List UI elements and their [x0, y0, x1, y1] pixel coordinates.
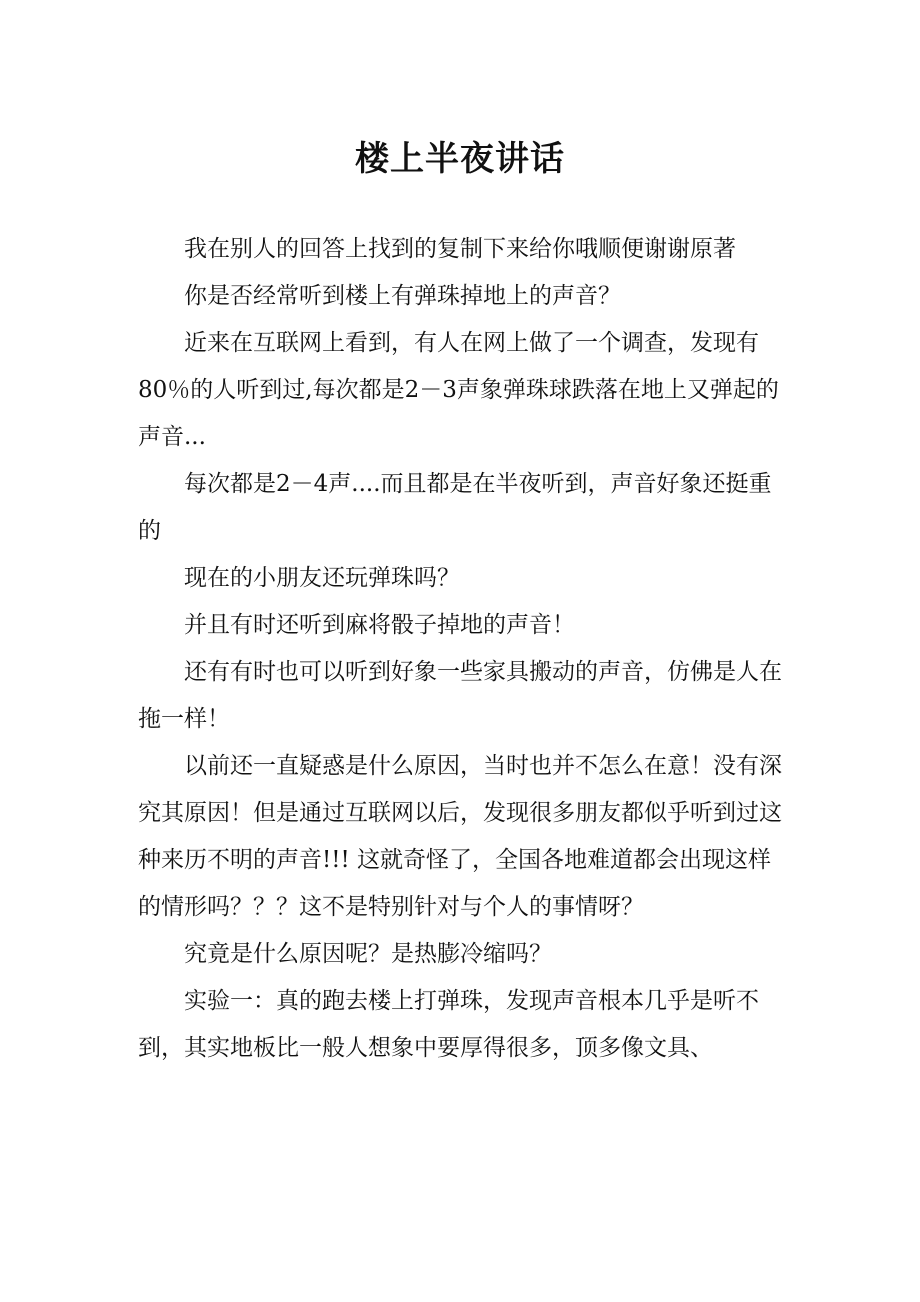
document-title: 楼上半夜讲话: [355, 138, 565, 179]
paragraph: 究竟是什么原因呢？是热膨冷缩吗？: [184, 941, 552, 967]
paragraph: 并且有时还听到麻将骰子掉地的声音！: [184, 612, 575, 638]
paragraph: 还有有时也可以听到好象一些家具搬动的声音，仿佛是人在拖一样！: [138, 659, 782, 732]
paragraph: 我在别人的回答上找到的复制下来给你哦顺便谢谢原著: [184, 236, 736, 262]
paragraph: 每次都是2－4声....而且都是在半夜听到，声音好象还挺重的: [138, 471, 772, 544]
paragraph: 近来在互联网上看到，有人在网上做了一个调查，发现有80％的人听到过,每次都是2－3声象弹珠球跌落在地上又弹起的声音...: [138, 330, 779, 450]
paragraph: 你是否经常听到楼上有弹珠掉地上的声音？: [184, 283, 621, 309]
paragraph: 现在的小朋友还玩弹珠吗？: [184, 565, 460, 591]
paragraph: 以前还一直疑惑是什么原因，当时也并不怎么在意！没有深究其原因！但是通过互联网以后，发现很多朋友都似乎听到过这种来历不明的声音!!! 这就奇怪了，全国各地难道都会出现这样的情形吗？？？这不是特别针对与个人的事情呀？: [138, 753, 782, 920]
document-body: [138, 226, 784, 1072]
paragraph: 实验一：真的跑去楼上打弹珠，发现声音根本几乎是听不到，其实地板比一般人想象中要厚得很多，顶多像文具、: [138, 988, 759, 1061]
